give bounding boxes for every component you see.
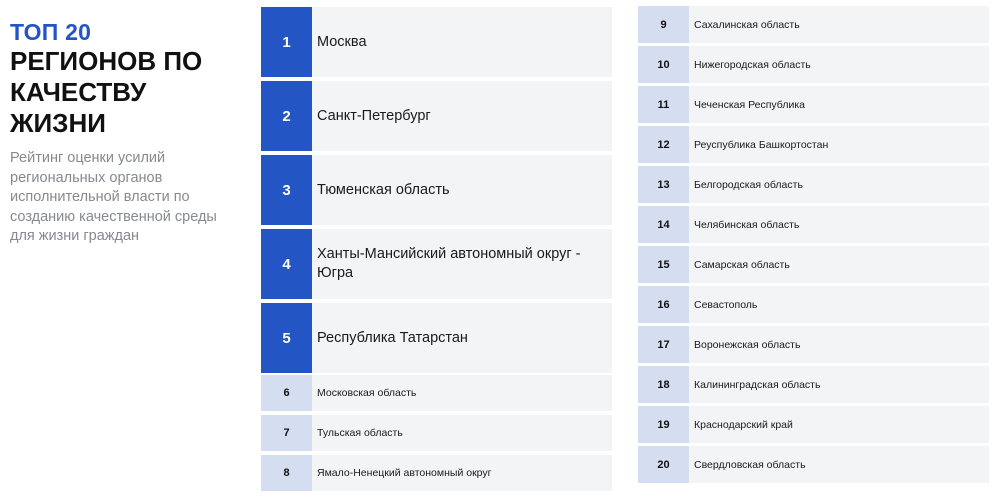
rank-badge: 18 xyxy=(638,366,689,403)
rank-badge: 14 xyxy=(638,206,689,243)
rank-badge: 2 xyxy=(261,81,312,151)
table-row xyxy=(638,366,989,403)
rank-badge: 5 xyxy=(261,303,312,373)
region-name: Нижегородская область xyxy=(689,46,989,83)
rank-badge: 12 xyxy=(638,126,689,163)
title-line: РЕГИОНОВ ПО xyxy=(10,46,203,76)
subtitle: Рейтинг оценки усилий региональных органов исполнительной власти по созданию качественной среды для жизни граждан xyxy=(10,150,217,244)
table-row xyxy=(638,446,989,483)
table-row xyxy=(638,286,989,323)
rank-badge: 1 xyxy=(261,7,312,77)
table-row xyxy=(638,166,989,203)
region-name: Свердловская область xyxy=(689,446,989,483)
region-name: Белгородская область xyxy=(689,166,989,203)
table-row xyxy=(638,126,989,163)
rank-badge: 17 xyxy=(638,326,689,363)
table-row xyxy=(261,455,612,491)
table-row xyxy=(638,326,989,363)
table-row xyxy=(261,155,612,225)
rank-badge: 20 xyxy=(638,446,689,483)
title-line: ЖИЗНИ xyxy=(10,108,106,138)
table-row xyxy=(261,7,612,77)
table-row xyxy=(638,86,989,123)
header xyxy=(10,18,245,247)
region-name: Самарская область xyxy=(689,246,989,283)
rank-badge: 8 xyxy=(261,455,312,491)
table-row xyxy=(638,46,989,83)
rank-badge: 19 xyxy=(638,406,689,443)
region-name: Московская область xyxy=(312,375,612,411)
table-row xyxy=(261,81,612,151)
table-row xyxy=(638,246,989,283)
region-name: Чеченская Республика xyxy=(689,86,989,123)
page-title xyxy=(10,46,245,139)
table-row xyxy=(261,229,612,299)
region-name: Реуспублика Башкортостан xyxy=(689,126,989,163)
table-row xyxy=(261,375,612,411)
region-name: Республика Татарстан xyxy=(312,303,612,373)
region-name: Челябинская область xyxy=(689,206,989,243)
region-name: Ханты-Мансийский автономный округ - Югра xyxy=(312,229,612,299)
rank-badge: 7 xyxy=(261,415,312,451)
region-name: Тюменская область xyxy=(312,155,612,225)
region-name: Севастополь xyxy=(689,286,989,323)
rank-badge: 3 xyxy=(261,155,312,225)
region-name: Тульская область xyxy=(312,415,612,451)
rank-badge: 9 xyxy=(638,6,689,43)
table-row xyxy=(261,415,612,451)
rank-badge: 4 xyxy=(261,229,312,299)
rank-badge: 15 xyxy=(638,246,689,283)
table-row xyxy=(638,406,989,443)
title-accent: ТОП 20 xyxy=(10,19,92,45)
rank-badge: 11 xyxy=(638,86,689,123)
table-row xyxy=(638,206,989,243)
title-line: КАЧЕСТВУ xyxy=(10,77,147,107)
region-name: Воронежская область xyxy=(689,326,989,363)
region-name: Москва xyxy=(312,7,612,77)
region-name: Калининградская область xyxy=(689,366,989,403)
region-name: Сахалинская область xyxy=(689,6,989,43)
region-name: Санкт-Петербург xyxy=(312,81,612,151)
rank-badge: 16 xyxy=(638,286,689,323)
rank-badge: 10 xyxy=(638,46,689,83)
region-name: Ямало-Ненецкий автономный округ xyxy=(312,455,612,491)
region-name: Краснодарский край xyxy=(689,406,989,443)
table-row xyxy=(638,6,989,43)
rank-badge: 13 xyxy=(638,166,689,203)
rank-badge: 6 xyxy=(261,375,312,411)
table-row xyxy=(261,303,612,373)
